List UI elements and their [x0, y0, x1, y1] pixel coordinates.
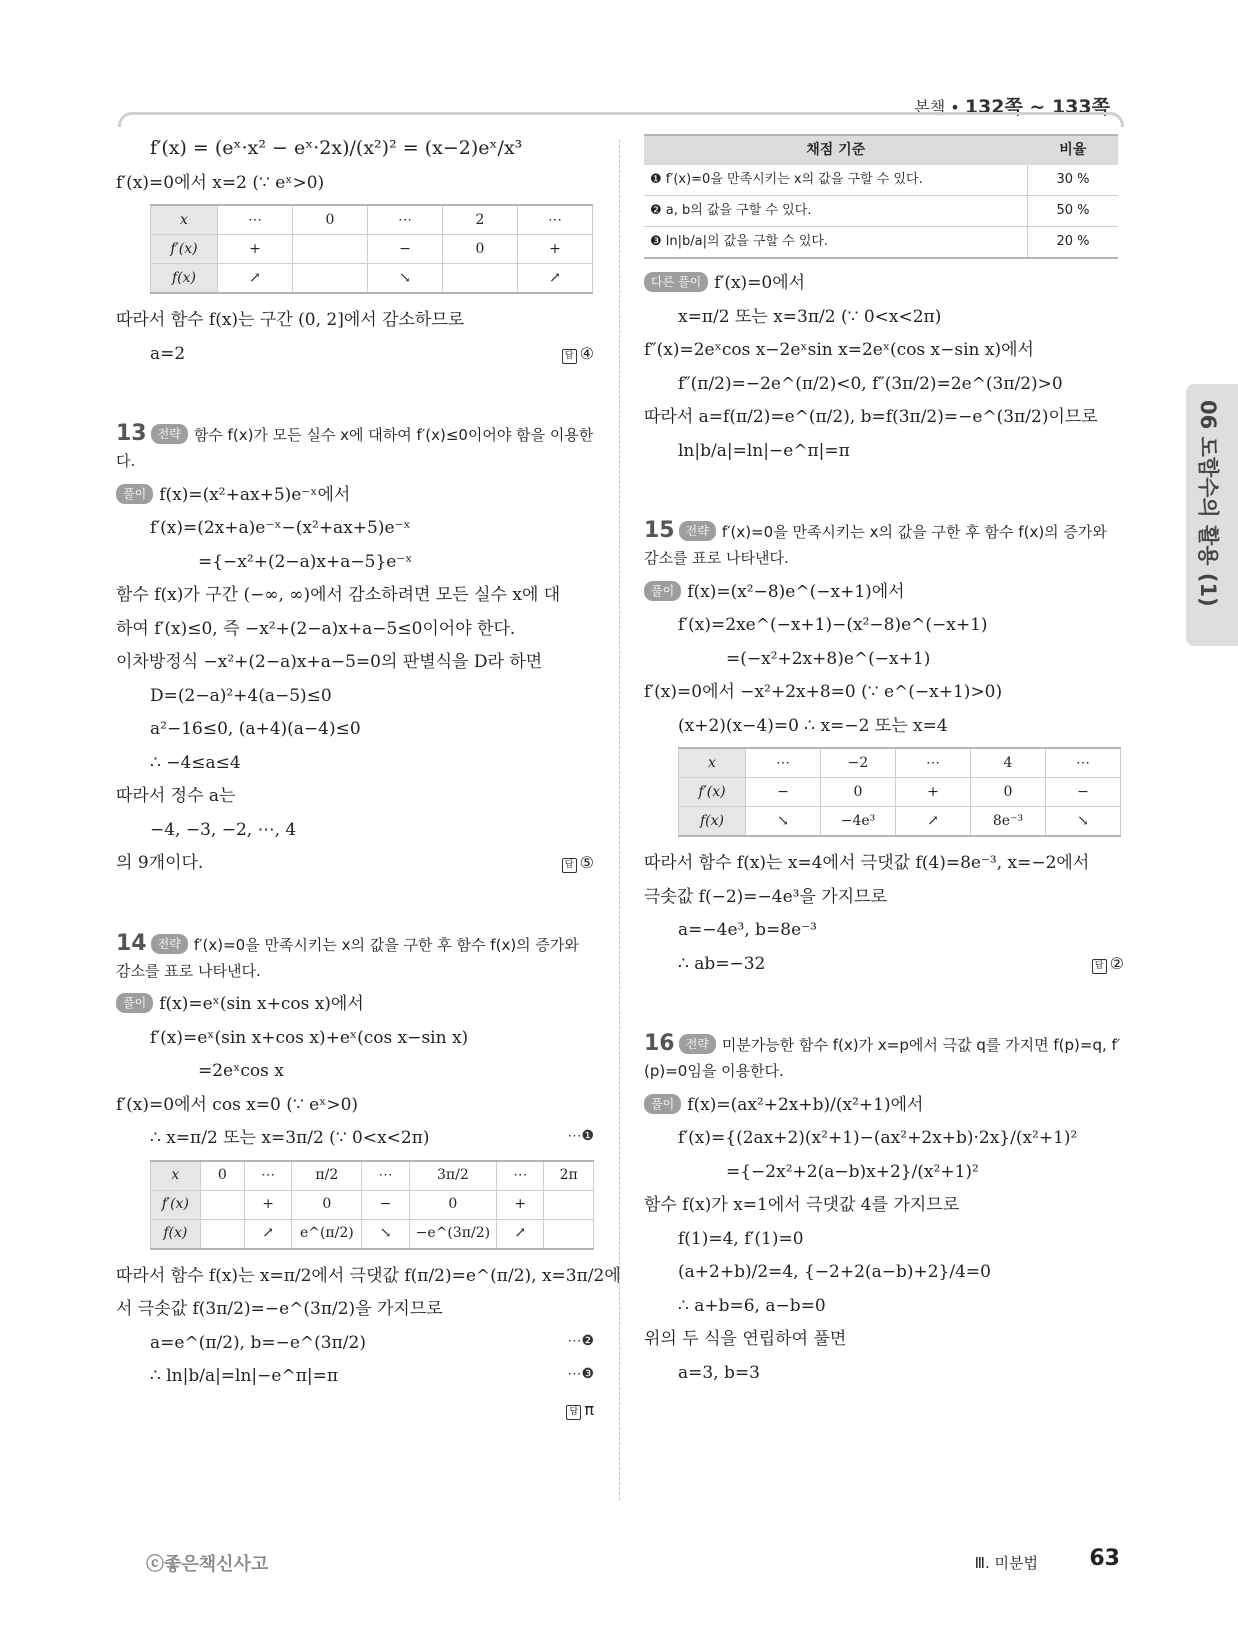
- footer-section: Ⅲ. 미분법: [974, 1554, 1038, 1572]
- scoring-ratio: 20 %: [1028, 227, 1119, 259]
- table-cell: [544, 1219, 594, 1249]
- table-cell: 8e⁻³: [971, 807, 1046, 837]
- solution-line: 극솟값 f(−2)=−4e³을 가지므로: [644, 886, 887, 907]
- solution-badge: 풀이: [116, 993, 153, 1013]
- strategy-badge: 전략: [151, 424, 188, 444]
- table-cell: ↘: [746, 807, 821, 837]
- solution-line: f(x)=(ax²+2x+b)/(x²+1)에서: [687, 1094, 924, 1115]
- answer-icon: 답: [566, 1405, 581, 1420]
- solution-badge: 풀이: [644, 581, 681, 601]
- table-cell: [200, 1190, 244, 1219]
- solution-line: f(x)=(x²+ax+5)e⁻ˣ에서: [159, 484, 351, 505]
- strategy-13: [116, 417, 594, 473]
- result-line: [116, 342, 594, 368]
- derivative-line: f′(x) = (eˣ·x² − eˣ·2x)/(x²)² = (x−2)eˣ/x³: [150, 137, 523, 159]
- solution-line: −4, −3, −2, ⋯, 4: [150, 819, 297, 840]
- problem-13: [116, 417, 594, 877]
- solution-start: [116, 992, 594, 1018]
- strategy-text: f′(x)=0을 만족시키는 x의 값을 구한 후 함수 f(x)의 증가와 감소를 표로 나타낸다.: [116, 935, 579, 980]
- table-cell: ↘: [368, 264, 443, 294]
- solution-line: a=−4e³, b=8e⁻³: [678, 920, 817, 940]
- solution-line: a²−16≤0, (a+4)(a−4)≤0: [150, 719, 361, 739]
- scoring-ratio: 50 %: [1028, 196, 1119, 227]
- solution-line: f(1)=4, f′(1)=0: [678, 1228, 804, 1249]
- table-cell: ↘: [362, 1219, 409, 1249]
- solution-line: [116, 1364, 594, 1390]
- answer-13: [562, 851, 594, 875]
- table-cell: ⋯: [518, 205, 593, 235]
- table-cell: ⋯: [896, 748, 971, 778]
- solution-text: ∴ x=π/2 또는 x=3π/2 (∵ 0<x<2π): [150, 1128, 430, 1148]
- solution-line: a=3, b=3: [678, 1362, 760, 1383]
- answer-value: π: [584, 1399, 594, 1419]
- conclusion-line: 따라서 함수 f(x)는 구간 (0, 2]에서 감소하므로: [116, 310, 465, 330]
- solution-line: ln|b/a|=ln|−e^π|=π: [678, 440, 850, 461]
- variation-table-15: [678, 747, 1121, 837]
- result-line: [644, 952, 1124, 978]
- solution-line: 따라서 a=f(π/2)=e^(π/2), b=f(3π/2)=−e^(3π/2)이므로: [644, 407, 1098, 427]
- table-cell: 0: [293, 205, 368, 235]
- table-cell: ⋯: [1046, 748, 1121, 778]
- alt-start: [644, 271, 1124, 297]
- step-marker-1: ⋯❶: [567, 1128, 594, 1144]
- strategy-badge: 전략: [151, 934, 188, 954]
- table-cell: ⋯: [368, 205, 443, 235]
- table-cell: 2: [443, 205, 518, 235]
- solution-line: [116, 1331, 594, 1357]
- table-cell: +: [896, 778, 971, 807]
- page-reference-prefix: 본책 •: [914, 98, 960, 117]
- strategy-text: 함수 f(x)가 모든 실수 x에 대하여 f′(x)≤0이어야 함을 이용한다.: [116, 426, 594, 470]
- problem-12-continued: [116, 134, 594, 367]
- table-cell: f(x): [151, 1219, 201, 1249]
- solution-line: f′(x)=0에서 −x²+2x+8=0 (∵ e^(−x+1)>0): [644, 682, 1003, 702]
- solution-line: 서 극솟값 f(3π/2)=−e^(3π/2)을 가지므로: [116, 1299, 443, 1319]
- table-cell: x: [679, 748, 746, 778]
- table-cell: 0: [971, 778, 1046, 807]
- problem-number: 13: [116, 421, 147, 446]
- table-cell: −e^(3π/2): [409, 1219, 496, 1249]
- alt-badge: 다른 풀이: [644, 272, 708, 292]
- table-cell: x: [151, 205, 218, 235]
- table-cell: ↗: [896, 807, 971, 837]
- table-cell: −: [368, 235, 443, 264]
- solution-line: f(x)=(x²−8)e^(−x+1)에서: [687, 581, 905, 602]
- scoring-header-criteria: 채점 기준: [644, 135, 1028, 165]
- solution-line: 이차방정식 −x²+(2−a)x+a−5=0의 판별식을 D라 하면: [116, 652, 543, 672]
- solution-line: f′(x)=2xe^(−x+1)−(x²−8)e^(−x+1): [678, 615, 988, 635]
- table-cell: ⋯: [362, 1161, 409, 1191]
- table-cell: ⋯: [244, 1161, 291, 1191]
- solution-line: 위의 두 식을 연립하여 풀면: [644, 1329, 847, 1349]
- scoring-ratio: 30 %: [1028, 165, 1119, 196]
- table-cell: f′(x): [679, 778, 746, 807]
- table-cell: [544, 1190, 594, 1219]
- solution-start: [116, 483, 594, 509]
- result-line: [116, 1398, 594, 1424]
- solution-line: 함수 f(x)가 구간 (−∞, ∞)에서 감소하려면 모든 실수 x에 대: [116, 585, 561, 605]
- table-cell: ⋯: [497, 1161, 544, 1191]
- table-cell: f(x): [679, 807, 746, 837]
- table-cell: 0: [821, 778, 896, 807]
- critical-point-line: f′(x)=0에서 x=2 (∵ eˣ>0): [116, 172, 325, 193]
- alternative-solution: [644, 271, 1124, 464]
- publisher-logo: ⓒ좋은책신사고: [146, 1554, 269, 1575]
- table-cell: x: [151, 1161, 201, 1191]
- solution-start: [644, 580, 1124, 606]
- strategy-badge: 전략: [679, 1034, 716, 1054]
- solution-line: f″(π/2)=−2e^(π/2)<0, f″(3π/2)=2e^(3π/2)>0: [678, 373, 1063, 394]
- table-cell: −: [746, 778, 821, 807]
- table-cell: ⋯: [746, 748, 821, 778]
- solution-line: 따라서 정수 a는: [116, 786, 236, 806]
- solution-line: f″(x)=2eˣcos x−2eˣsin x=2eˣ(cos x−sin x)에서: [644, 340, 1034, 360]
- scoring-criterion: ❶ f′(x)=0을 만족시키는 x의 값을 구할 수 있다.: [644, 165, 1028, 196]
- chapter-title: 06 도함수의 활용 (1): [1196, 400, 1220, 607]
- solution-line: f′(x)=(2x+a)e⁻ˣ−(x²+ax+5)e⁻ˣ: [150, 518, 411, 538]
- table-cell: −4e³: [821, 807, 896, 837]
- page-reference-range: 132쪽 ~ 133쪽: [964, 96, 1110, 118]
- table-cell: 4: [971, 748, 1046, 778]
- solution-badge: 풀이: [116, 484, 153, 504]
- answer-12: [562, 342, 594, 366]
- strategy-badge: 전략: [679, 521, 716, 541]
- table-cell: ↗: [244, 1219, 291, 1249]
- header-rule: [118, 112, 1124, 127]
- result-value: a=2: [150, 343, 186, 364]
- table-cell: −: [362, 1190, 409, 1219]
- variation-table-12: [150, 204, 593, 294]
- table-cell: 3π/2: [409, 1161, 496, 1191]
- problem-15: [644, 514, 1124, 977]
- step-marker-2: ⋯❷: [567, 1332, 594, 1349]
- solution-line: ={−2x²+2(a−b)x+2}/(x²+1)²: [726, 1161, 979, 1182]
- table-cell: [293, 264, 368, 294]
- result-line: [116, 851, 594, 877]
- scoring-criterion: ❸ ln|b/a|의 값을 구할 수 있다.: [644, 227, 1028, 259]
- scoring-criterion: ❷ a, b의 값을 구할 수 있다.: [644, 196, 1028, 227]
- result-value: 의 9개이다.: [116, 853, 204, 873]
- answer-value: ②: [1109, 953, 1124, 973]
- left-column: [116, 134, 621, 1431]
- solution-line: 하여 f′(x)≤0, 즉 −x²+(2−a)x+a−5≤0이어야 한다.: [116, 618, 516, 639]
- table-cell: ↗: [497, 1219, 544, 1249]
- result-value: ∴ ab=−32: [678, 953, 766, 974]
- solution-start: [644, 1093, 1124, 1119]
- page-number: 63: [1089, 1546, 1120, 1571]
- solution-text: a=e^(π/2), b=−e^(3π/2): [150, 1332, 366, 1353]
- solution-line: x=π/2 또는 x=3π/2 (∵ 0<x<2π): [678, 306, 942, 327]
- problem-16: [644, 1027, 1124, 1386]
- solution-text: ∴ ln|b/a|=ln|−e^π|=π: [150, 1366, 339, 1386]
- table-cell: ↗: [218, 264, 293, 294]
- strategy-15: [644, 514, 1124, 570]
- solution-line: D=(2−a)²+4(a−5)≤0: [150, 685, 332, 706]
- table-cell: f′(x): [151, 1190, 201, 1219]
- solution-line: f(x)=eˣ(sin x+cos x)에서: [159, 994, 364, 1014]
- table-cell: +: [244, 1190, 291, 1219]
- strategy-text: f′(x)=0을 만족시키는 x의 값을 구한 후 함수 f(x)의 증가와 감소를 표로 나타낸다.: [644, 523, 1107, 567]
- right-column: [644, 134, 1124, 1394]
- solution-line: f′(x)=eˣ(sin x+cos x)+eˣ(cos x−sin x): [150, 1027, 469, 1048]
- table-cell: +: [518, 235, 593, 264]
- strategy-text: 미분가능한 함수 f(x)가 x=p에서 극값 q를 가지면 f(p)=q, f′(p)=0임을 이용한다.: [644, 1036, 1121, 1080]
- solution-line: 따라서 함수 f(x)는 x=4에서 극댓값 f(4)=8e⁻³, x=−2에서: [644, 853, 1090, 873]
- table-cell: ↗: [518, 264, 593, 294]
- table-cell: [293, 235, 368, 264]
- table-cell: 2π: [544, 1161, 594, 1191]
- solution-line: f′(x)={(2ax+2)(x²+1)−(ax²+2x+b)·2x}/(x²+1)²: [678, 1128, 1078, 1148]
- table-cell: e^(π/2): [292, 1219, 362, 1249]
- solution-line: (x+2)(x−4)=0 ∴ x=−2 또는 x=4: [678, 715, 948, 736]
- solution-line: 함수 f(x)가 x=1에서 극댓값 4를 가지므로: [644, 1195, 960, 1215]
- table-cell: f′(x): [151, 235, 218, 264]
- table-cell: π/2: [292, 1161, 362, 1191]
- strategy-16: [644, 1027, 1124, 1083]
- variation-table-14: [150, 1160, 594, 1250]
- solution-line: f′(x)=0에서: [714, 273, 806, 293]
- scoring-header-ratio: 비율: [1028, 135, 1119, 165]
- table-cell: 0: [443, 235, 518, 264]
- table-cell: f(x): [151, 264, 218, 294]
- answer-value: ④: [579, 343, 594, 363]
- column-divider: [619, 140, 620, 1500]
- table-cell: 0: [409, 1190, 496, 1219]
- solution-line: =(−x²+2x+8)e^(−x+1): [726, 648, 931, 669]
- solution-line: ={−x²+(2−a)x+a−5}e⁻ˣ: [198, 551, 413, 572]
- table-cell: [443, 264, 518, 294]
- answer-14: [566, 1398, 594, 1422]
- answer-icon: 답: [562, 858, 577, 873]
- answer-icon: 답: [1092, 959, 1107, 974]
- problem-number: 16: [644, 1031, 675, 1056]
- step-marker-3: ⋯❸: [567, 1366, 594, 1382]
- strategy-14: [116, 927, 594, 983]
- table-cell: ↘: [1046, 807, 1121, 837]
- solution-line: ∴ a+b=6, a−b=0: [678, 1295, 826, 1316]
- solution-badge: 풀이: [644, 1094, 681, 1114]
- answer-icon: 답: [562, 349, 577, 364]
- table-cell: 0: [200, 1161, 244, 1191]
- solution-line: f′(x)=0에서 cos x=0 (∵ eˣ>0): [116, 1094, 359, 1115]
- problem-14: [116, 927, 621, 1424]
- table-cell: +: [497, 1190, 544, 1219]
- answer-value: ⑤: [579, 853, 594, 872]
- table-cell: ⋯: [218, 205, 293, 235]
- table-cell: −: [1046, 778, 1121, 807]
- table-cell: −2: [821, 748, 896, 778]
- answer-15: [1092, 952, 1124, 976]
- table-cell: [200, 1219, 244, 1249]
- table-cell: 0: [292, 1190, 362, 1219]
- solution-line: =2eˣcos x: [198, 1061, 284, 1081]
- table-cell: +: [218, 235, 293, 264]
- solution-line: 따라서 함수 f(x)는 x=π/2에서 극댓값 f(π/2)=e^(π/2), x=3π/2에: [116, 1265, 621, 1286]
- solution-line: (a+2+b)/2=4, {−2+2(a−b)+2}/4=0: [678, 1262, 991, 1282]
- scoring-table: [644, 134, 1118, 259]
- solution-line: ∴ −4≤a≤4: [150, 752, 241, 773]
- solution-line: [116, 1126, 594, 1152]
- chapter-side-tab: [1186, 384, 1238, 646]
- problem-number: 14: [116, 930, 147, 956]
- problem-number: 15: [644, 518, 675, 543]
